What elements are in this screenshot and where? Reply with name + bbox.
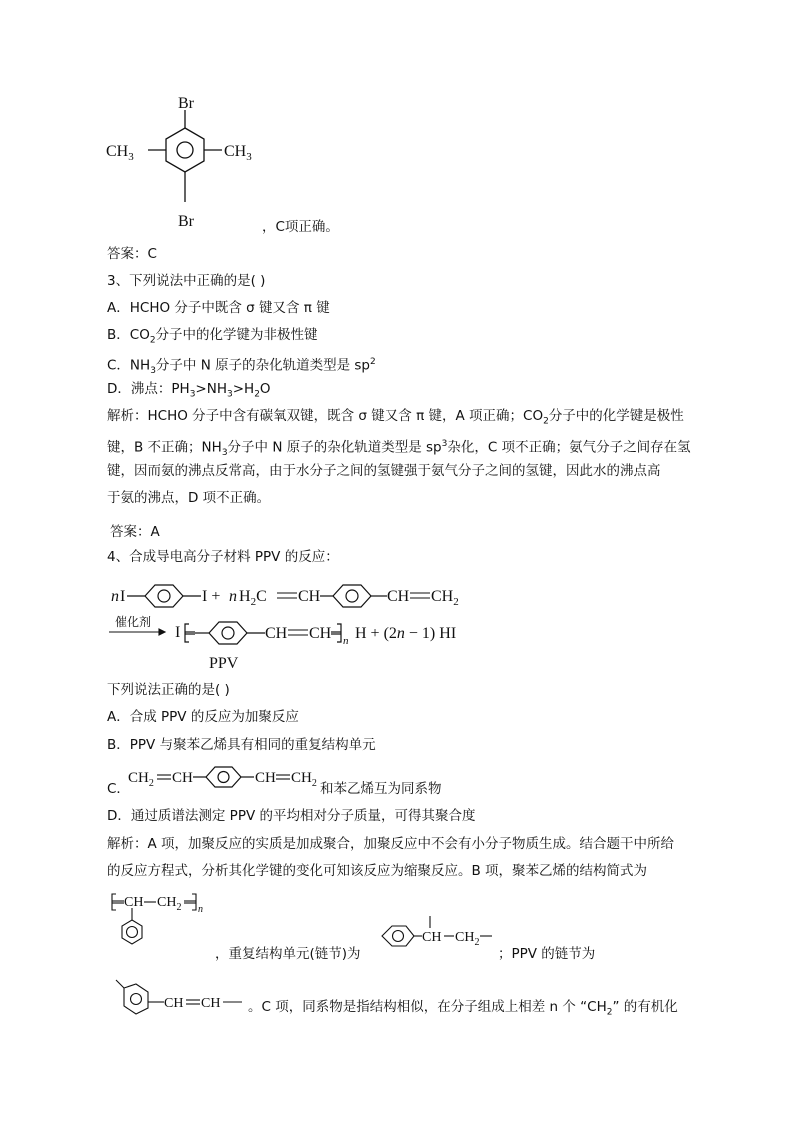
ch3-left-label: CH <box>106 143 129 160</box>
catalyst-label: 催化剂 <box>115 615 152 629</box>
q3-option-c: C．$NH_3$分子中 N 原子的杂化轨道类型是 $sp^2$ <box>107 357 376 377</box>
svg-text:H + (2n − 1) HI: H + (2n − 1) HI <box>355 625 457 642</box>
q3-option-a: A．HCHO 分子中既含 σ 键又含 π 键 <box>107 300 330 316</box>
dibromo-dimethylbenzene-structure <box>100 88 290 238</box>
br-top-label: Br <box>178 95 194 112</box>
q2-answer: 答案：C <box>107 246 157 262</box>
q4-option-c-label: C． <box>107 781 130 797</box>
q4-repeat-unit-text: ，重复结构单元(链节)为 <box>215 946 361 962</box>
svg-text:CH: CH <box>298 588 321 605</box>
q4-analysis-line-1: 解析：A 项，加聚反应的实质是加成聚合，加聚反应中不会有小分子物质生成。结合题干中所给 <box>107 836 675 852</box>
svg-text:CH: CH <box>387 588 410 605</box>
ppv-reaction-products <box>105 612 505 674</box>
svg-text:CH3: $CH_3$ <box>106 143 134 163</box>
svg-text:I +: I + <box>202 588 221 605</box>
q3-option-b: B．$CO_2$分子中的化学键为非极性键 <box>107 327 318 346</box>
svg-text:CH2: $CH_2$ <box>157 895 182 913</box>
svg-text:CH: CH <box>172 770 193 786</box>
ch3-right-label: CH <box>224 143 247 160</box>
svg-text:CH: CH <box>255 770 276 786</box>
q2-tail-text: ，C项正确。 <box>262 219 339 235</box>
q3-option-d: D．沸点：$PH_3>NH_3>H_2O$ <box>107 381 271 400</box>
svg-text:CH: CH <box>309 625 332 642</box>
q4-stem: 4、合成导电高分子材料 PPV 的反应： <box>107 549 339 565</box>
svg-text:CH: CH <box>164 996 184 1011</box>
svg-text:n: n <box>229 588 237 605</box>
svg-text:n: n <box>343 635 349 647</box>
svg-text:CH: CH <box>201 996 221 1011</box>
q3-analysis-line-2: 键，B 不正确；$NH_3$分子中 N 原子的杂化轨道类型是 $sp^3$杂化，C 项不正确；氨气分子之间存在氢 <box>107 439 691 459</box>
q4-analysis-line-2: 的反应方程式，分析其化学键的变化可知该反应为缩聚反应。B 项，聚苯乙烯的结构简式为 <box>107 863 648 879</box>
svg-text:n: n <box>111 588 119 605</box>
divinylbenzene-structure <box>126 762 326 796</box>
q3-answer: 答案：A <box>110 524 160 540</box>
svg-text:CH3: $CH_3$ <box>224 143 252 163</box>
q3-analysis-line-1: 解析：HCHO 分子中含有碳氧双键，既含 σ 键又含 π 键，A 项正确；$CO_2$分子中的化学键是极性 <box>107 408 684 427</box>
svg-text:H2C: $H_2C$ <box>239 588 267 608</box>
q4-option-c-text: 和苯乙烯互为同系物 <box>320 781 442 797</box>
ppv-repeat-unit-structure <box>106 976 256 1026</box>
svg-text:CH: CH <box>265 625 288 642</box>
ppv-reaction-reactants <box>105 576 485 616</box>
q3-stem: 3、下列说法中正确的是( ) <box>107 273 266 289</box>
svg-text:CH: CH <box>124 895 144 910</box>
svg-text:I: I <box>175 624 181 641</box>
svg-text:CH: CH <box>422 930 442 945</box>
svg-text:n: n <box>198 904 203 915</box>
q4-option-b: B．PPV 与聚苯乙烯具有相同的重复结构单元 <box>107 737 376 753</box>
q3-analysis-line-3: 键，因而氨的沸点反常高，由于水分子之间的氢键强于氨气分子之间的氢键，因此水的沸点高 <box>107 463 661 479</box>
polystyrene-structure <box>104 886 214 966</box>
q4-question: 下列说法正确的是( ) <box>107 682 230 698</box>
q4-option-d: D．通过质谱法测定 PPV 的平均相对分子质量，可得其聚合度 <box>107 808 476 824</box>
svg-text:CH2: $CH_2$ <box>291 770 317 789</box>
q4-option-a: A．合成 PPV 的反应为加聚反应 <box>107 709 299 725</box>
q4-ppv-unit-text: ；PPV 的链节为 <box>498 946 596 962</box>
ppv-label: PPV <box>209 655 239 672</box>
q3-analysis-line-4: 于氨的沸点，D 项不正确。 <box>107 490 271 506</box>
svg-text:CH2: $CH_2$ <box>128 770 154 789</box>
svg-text:CH2: $CH_2$ <box>455 930 480 948</box>
svg-text:I: I <box>120 588 126 605</box>
q4-last-line: 。C 项，同系物是指结构相似，在分子组成上相差 n 个 “$CH_2$” 的有机化 <box>248 999 678 1018</box>
svg-text:CH2: $CH_2$ <box>431 588 459 608</box>
br-bottom-label: Br <box>178 213 194 230</box>
styrene-repeat-unit-structure <box>368 912 498 962</box>
